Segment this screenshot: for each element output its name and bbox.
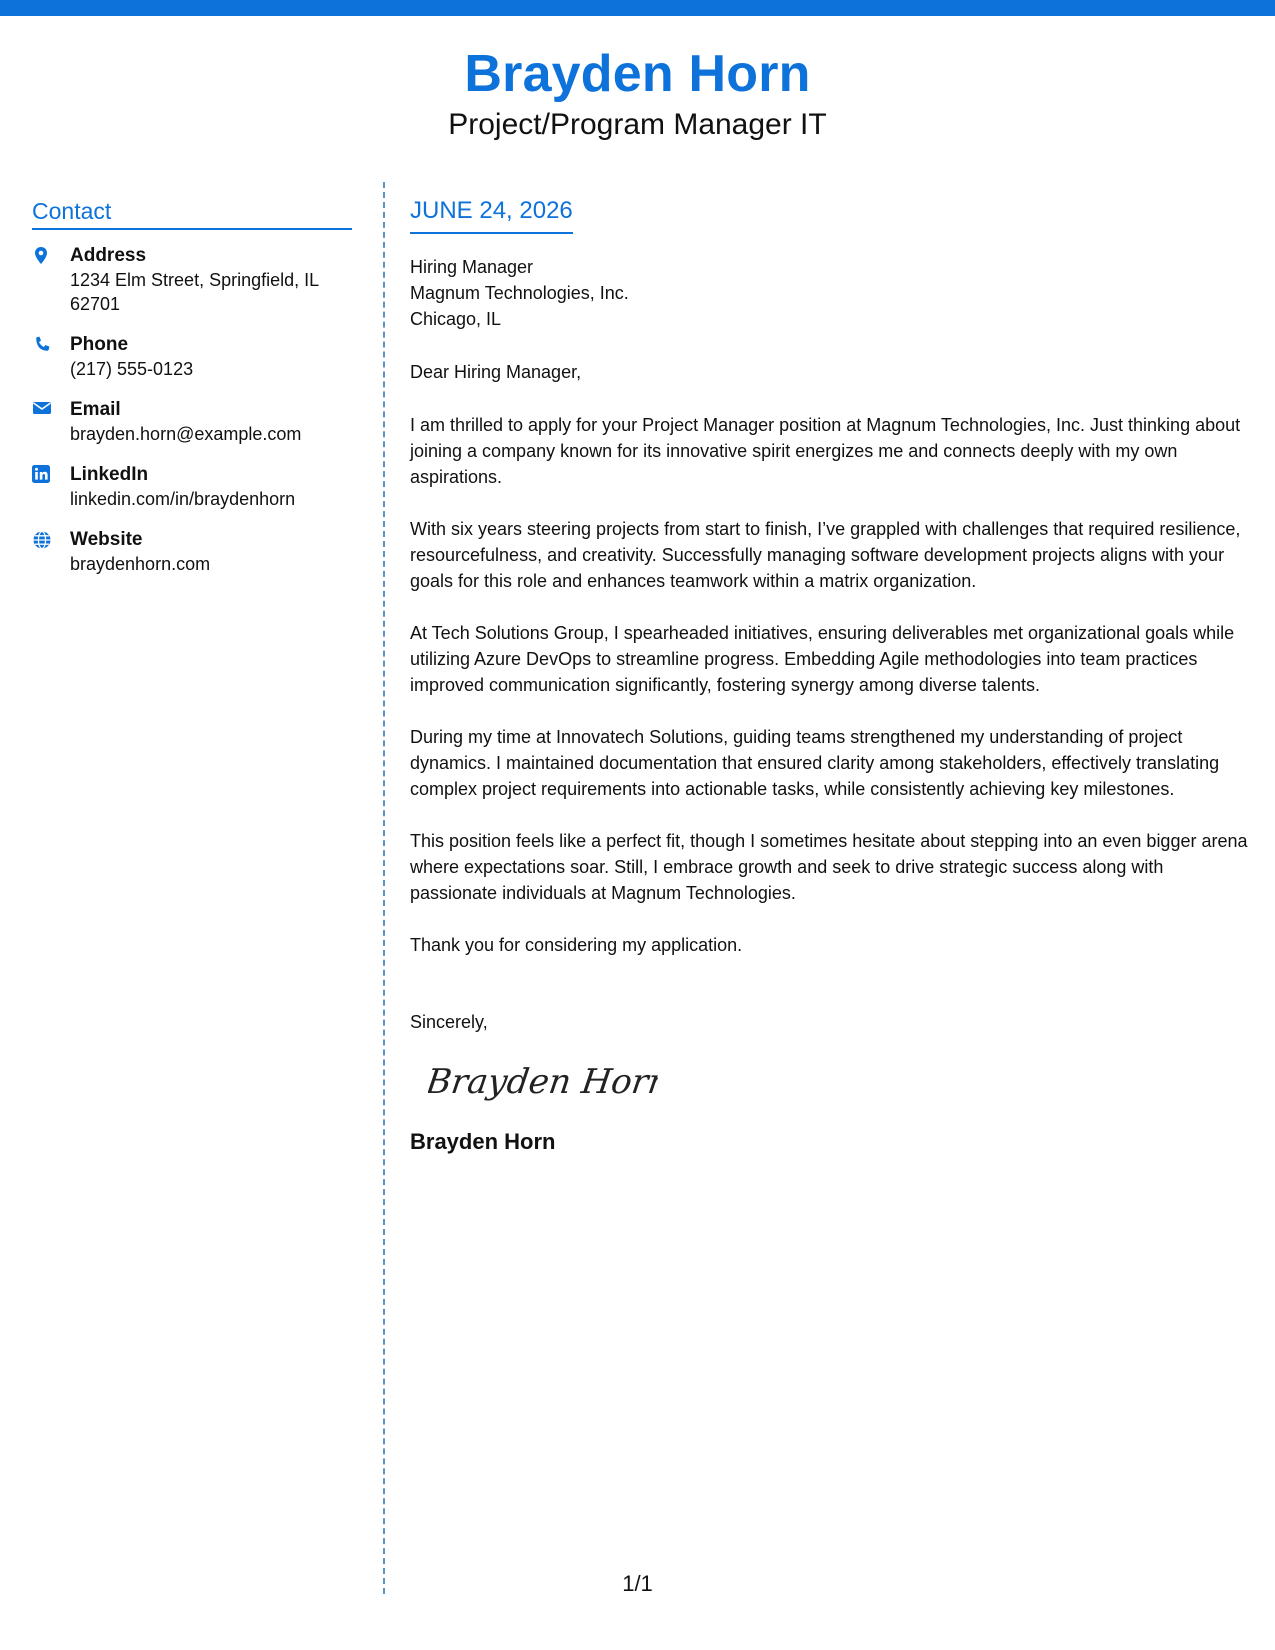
body-paragraph: Thank you for considering my application. xyxy=(410,935,743,955)
phone-value: (217) 555-0123 xyxy=(70,359,194,379)
contact-label: Phone xyxy=(70,334,129,355)
phone-icon xyxy=(32,333,70,381)
date-block xyxy=(410,196,573,234)
contact-sidebar xyxy=(32,196,352,593)
address-value: 1234 Elm Street, Springfield, IL 62701 xyxy=(70,270,319,314)
salutation: Dear Hiring Manager, xyxy=(410,362,582,382)
applicant-name: Brayden Horn xyxy=(464,45,811,103)
contact-item-email xyxy=(32,398,352,446)
recipient-block xyxy=(410,254,1255,332)
contact-label: Email xyxy=(70,399,121,420)
website-value[interactable]: braydenhorn.com xyxy=(70,554,211,574)
page-number: 1/1 xyxy=(622,1571,653,1596)
email-value[interactable]: brayden.horn@example.com xyxy=(70,424,302,444)
letter-header xyxy=(0,42,1275,144)
body-paragraph: I am thrilled to apply for your Project Manager position at Magnum Technologies, Inc. Just thinking about joining a company known for its innovative spirit energizes me and connects deeply with my own aspirations. xyxy=(410,415,1241,487)
linkedin-icon xyxy=(32,463,70,511)
top-accent-bar xyxy=(0,0,1275,16)
handwritten-signature xyxy=(428,1057,1255,1110)
contact-label: LinkedIn xyxy=(70,464,149,485)
contact-list xyxy=(32,244,352,576)
signed-name: Brayden Horn xyxy=(410,1129,556,1154)
column-divider xyxy=(383,182,385,1594)
applicant-role: Project/Program Manager IT xyxy=(448,108,827,141)
closing: Sincerely, xyxy=(410,1012,488,1032)
svg-text:Brayden Horn: Brayden Horn xyxy=(428,1062,658,1102)
recipient-line: Magnum Technologies, Inc. xyxy=(410,283,629,303)
letter-date: JUNE 24, 2026 xyxy=(410,197,573,224)
linkedin-value[interactable]: linkedin.com/in/braydenhorn xyxy=(70,489,296,509)
recipient-line: Chicago, IL xyxy=(410,309,502,329)
letter-paragraphs xyxy=(410,412,1255,958)
contact-label: Website xyxy=(70,529,143,550)
body-paragraph: At Tech Solutions Group, I spearheaded initiatives, ensuring deliverables met organizational goals while utilizing Azure DevOps to streamline progress. Embedding Agile methodologies into team practices improved communication significantly, fostering synergy among diverse talents. xyxy=(410,623,1235,695)
contact-item-address xyxy=(32,244,352,316)
contact-label: Address xyxy=(70,245,147,266)
location-pin-icon xyxy=(32,244,70,316)
body-paragraph: This position feels like a perfect fit, though I sometimes hesitate about stepping into an even bigger arena where expectations soar. Still, I embrace growth and seek to drive strategic success along with passionate individuals at Magnum Technologies. xyxy=(410,831,1248,903)
contact-item-linkedin xyxy=(32,463,352,511)
body-paragraph: With six years steering projects from start to finish, I’ve grappled with challenges that required resilience, resourcefulness, and creativity. Successfully managing software development projects aligns with your goals for this role and enhances teamwork within a matrix organization. xyxy=(410,519,1241,591)
contact-item-website xyxy=(32,528,352,576)
contact-heading: Contact xyxy=(32,196,352,230)
letter-body xyxy=(410,196,1255,1156)
globe-icon xyxy=(32,528,70,576)
email-icon xyxy=(32,398,70,446)
body-paragraph: During my time at Innovatech Solutions, guiding teams strengthened my understanding of project dynamics. I maintained documentation that ensured clarity among stakeholders, effectively translating complex project requirements into actionable tasks, while consistently achieving key milestones. xyxy=(410,727,1220,799)
contact-item-phone xyxy=(32,333,352,381)
recipient-line: Hiring Manager xyxy=(410,257,534,277)
